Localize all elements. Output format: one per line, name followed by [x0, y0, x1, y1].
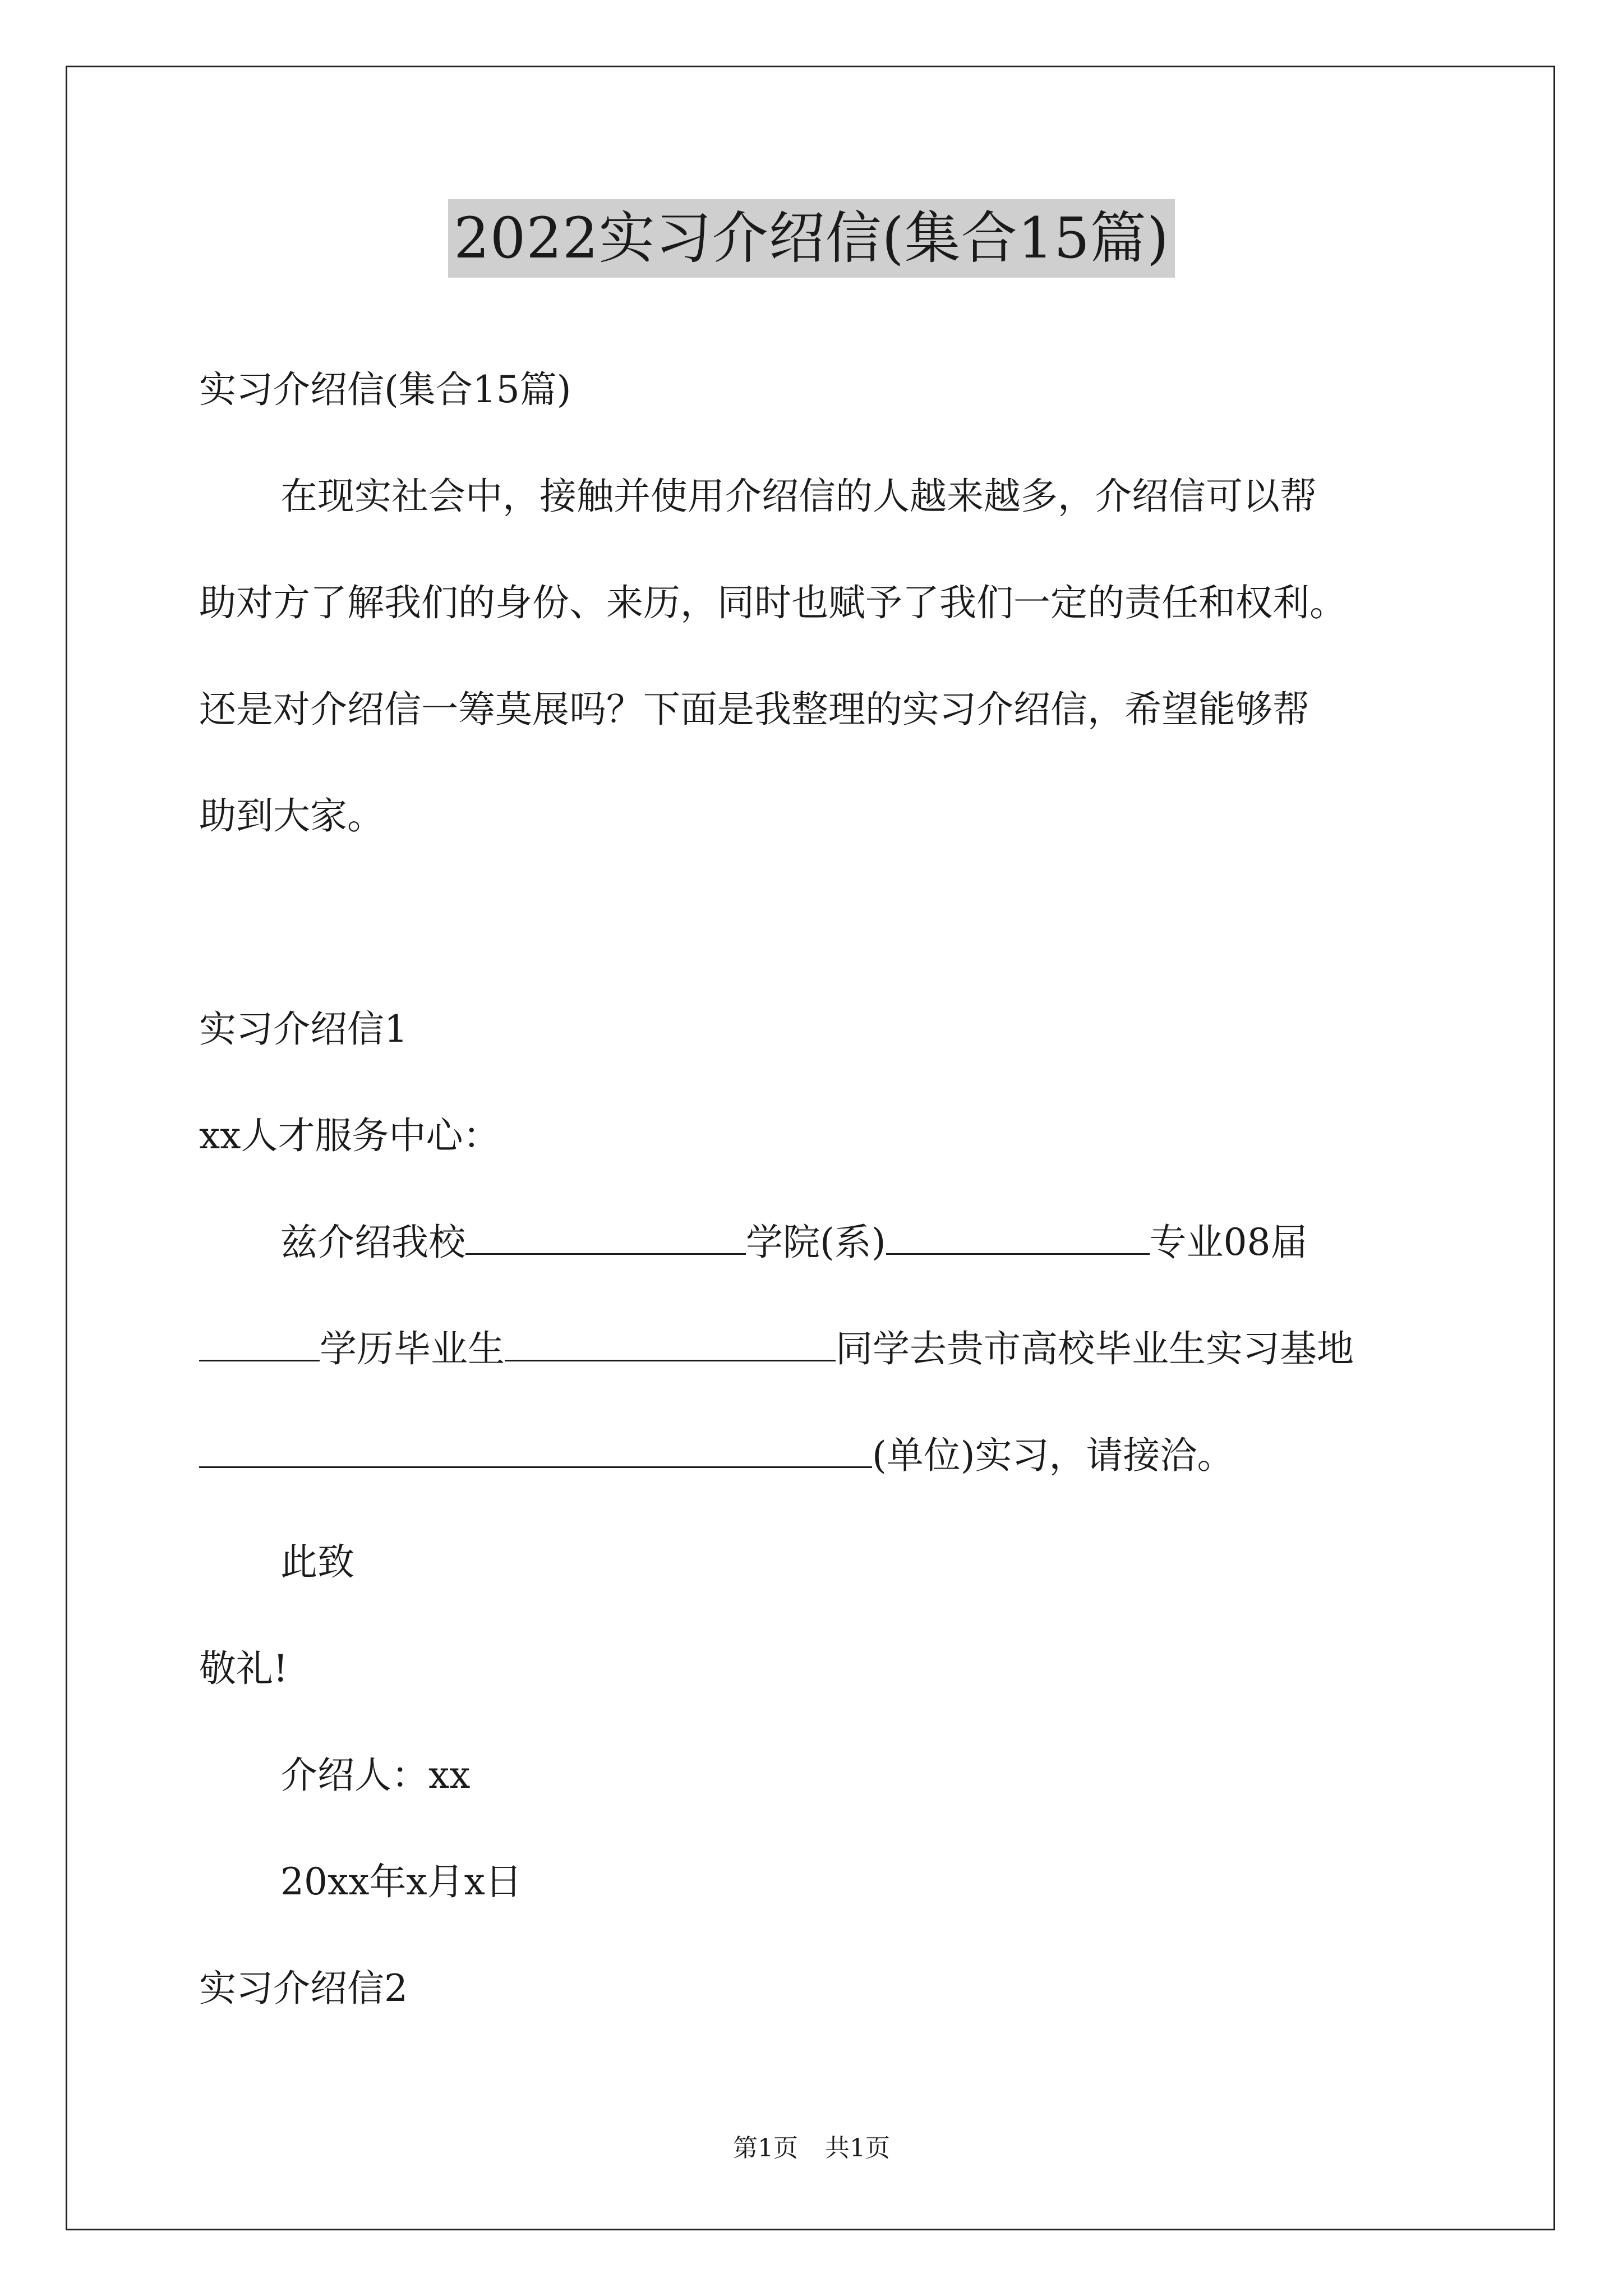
body-text: 学历毕业生: [320, 1327, 505, 1370]
document-title: 2022实习介绍信(集合15篇): [448, 199, 1175, 278]
letter1-date: 20xx年x月x日: [280, 1860, 522, 1903]
fill-in-blank: [199, 1324, 320, 1361]
body-text: 兹介绍我校: [280, 1221, 465, 1264]
spacer: [199, 869, 1427, 976]
intro-line-3: 还是对介绍信一筹莫展吗？下面是我整理的实习介绍信，希望能够帮: [199, 688, 1310, 731]
subtitle: 实习介绍信(集合15篇): [199, 368, 571, 411]
title-wrap: [0, 199, 1623, 278]
fill-in-blank: [886, 1217, 1150, 1255]
letter1-body-line-3: [199, 1402, 1427, 1509]
body-text: (单位)实习，请接洽。: [872, 1434, 1234, 1477]
letter1-introducer: 介绍人：xx: [280, 1754, 471, 1797]
fill-in-blank: [199, 1430, 872, 1468]
page-footer: [0, 2132, 1623, 2165]
letter1-recipient: xx人才服务中心：: [199, 1114, 500, 1157]
body-text: 同学去贵市高校毕业生实习基地: [836, 1327, 1354, 1370]
page-total: 共1页: [825, 2134, 890, 2162]
letter1-body-line-1: [199, 1189, 1427, 1296]
letter1-closing-1: 此致: [280, 1540, 354, 1584]
letter1-closing-2: 敬礼!: [199, 1647, 288, 1690]
page-current: 第1页: [733, 2134, 798, 2162]
document-content: [199, 337, 1427, 2042]
letter2-heading: 实习介绍信2: [199, 1967, 408, 2010]
body-text: 专业08届: [1149, 1221, 1308, 1264]
body-text: 学院(系): [746, 1221, 886, 1264]
letter1-heading: 实习介绍信1: [199, 1007, 408, 1051]
intro-line-1: 在现实社会中，接触并使用介绍信的人越来越多，介绍信可以帮: [280, 475, 1317, 518]
fill-in-blank: [465, 1217, 746, 1255]
letter1-body-line-2: [199, 1296, 1427, 1402]
fill-in-blank: [505, 1324, 836, 1361]
intro-line-2: 助对方了解我们的身份、来历，同时也赋予了我们一定的责任和权利。: [199, 581, 1347, 624]
intro-line-4: 助到大家。: [199, 794, 384, 838]
